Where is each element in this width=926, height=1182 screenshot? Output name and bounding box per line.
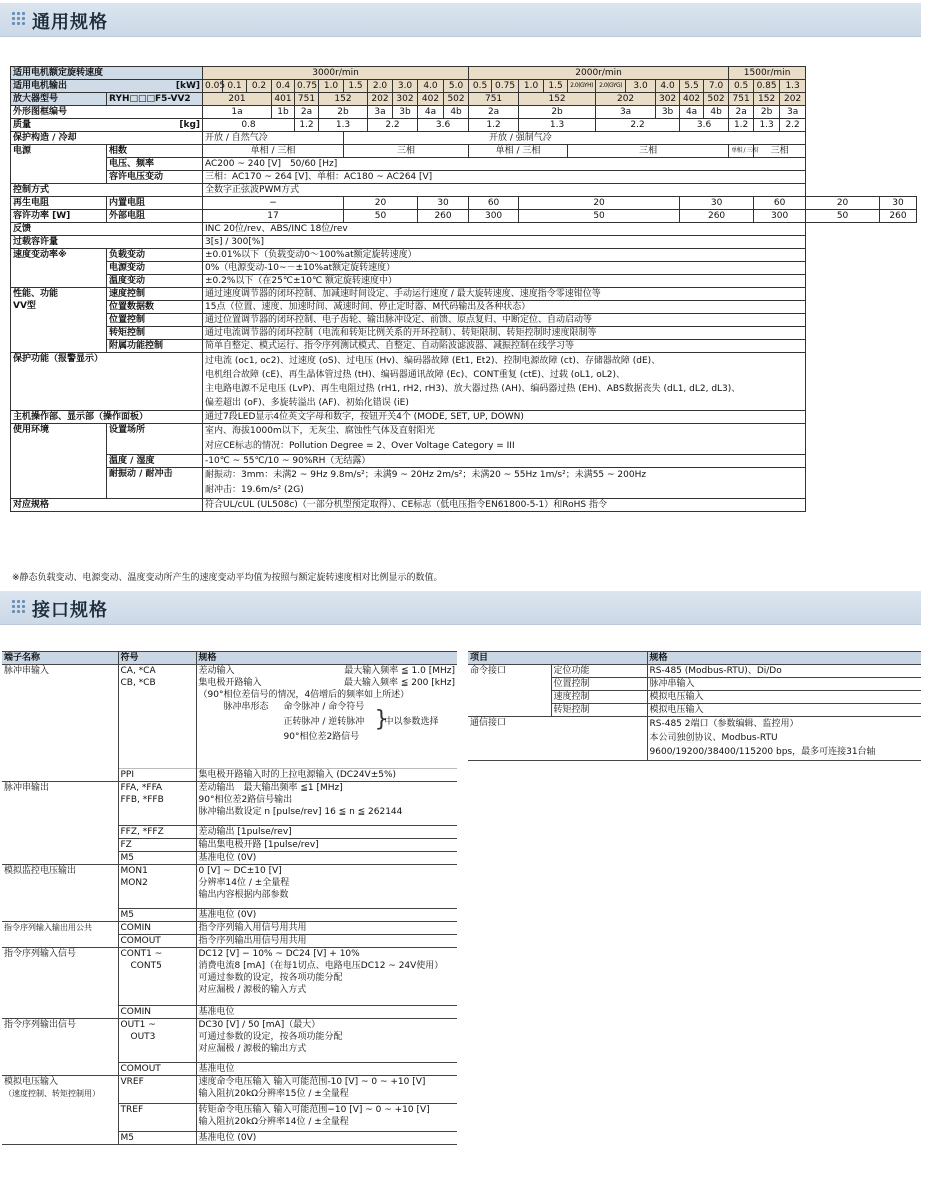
table-cell: 3.0 (626, 80, 656, 93)
table-cell: 2.0(GYH) (568, 80, 596, 93)
table-cell: 2.0 (368, 80, 393, 93)
table-cell: 7.0 (704, 80, 729, 93)
table-cell: 指令序列输入用信号用共用 (196, 922, 457, 935)
table-cell: 位置控制 (107, 314, 203, 327)
table-cell: 速度变动率※ (11, 249, 107, 288)
table-cell: 转矩控制 (551, 704, 647, 717)
table-cell: 速度控制 (107, 288, 203, 301)
analog-monitor-row (2, 865, 457, 909)
table-cell: 再生电阻 (11, 197, 107, 210)
table-cell: TREF (118, 1104, 196, 1132)
table-cell: CONT1 ~ CONT5 (118, 948, 196, 1006)
table-cell: PPI (118, 769, 196, 782)
table-cell: 基准电位 (0V) (196, 1132, 457, 1145)
table-cell: 附属功能控制 (107, 340, 203, 353)
table-cell: 指令序列输出用信号用共用 (196, 935, 457, 948)
interface-spec-table (468, 651, 921, 761)
table-cell: 1.2 (295, 119, 319, 132)
table-cell: 速度控制 (551, 691, 647, 704)
table-cell: 502 (444, 93, 469, 106)
table-cell: 项目 (468, 652, 647, 665)
table-cell: 模拟电压输入 (647, 704, 921, 717)
analog-input-row (2, 1076, 457, 1104)
table-cell: 开放 / 自然气冷 (203, 132, 344, 145)
table-cell: 保护功能（报警显示） (11, 353, 203, 411)
table-cell: 主机操作部、显示部（操作面板） (11, 411, 203, 424)
table-cell: 3.0 (393, 80, 418, 93)
table-cell: 60 (754, 197, 806, 210)
table-cell: 脉冲串输入 (2, 665, 118, 782)
table-cell: 耐振动 / 耐冲击 (107, 468, 203, 499)
table-cell: 201 (203, 93, 272, 106)
table-cell: FZ (118, 839, 196, 852)
table-cell: 命令接口 (468, 665, 551, 717)
table-cell: 1.2 (469, 119, 519, 132)
model-row (11, 93, 917, 106)
table-cell: 1.0 (319, 80, 344, 93)
table-cell: 通过电流调节器的闭环控制（电流和转矩比例关系的开环控制）、转矩限制、转矩控制时速度限制等 (203, 327, 806, 340)
table-cell: COMIN (118, 922, 196, 935)
table-cell: 质量 [kg] (11, 119, 203, 132)
table-cell: 30 (880, 197, 917, 210)
protect-row (11, 353, 917, 411)
table-cell: 室内、海拔1000m以下，无灰尘、腐蚀性气体及直射阳光 对应CE标志的情况：Pollution Degree = 2、Over Voltage Category = III (203, 424, 806, 455)
table-cell: 2.2 (596, 119, 680, 132)
table-cell: 基准电位 (0V) (196, 852, 457, 865)
table-cell: 电压、频率 (107, 158, 203, 171)
table-cell: 17 (203, 210, 344, 223)
seq-output-row (2, 1019, 457, 1063)
table-cell: 2000r/min (469, 67, 729, 80)
seq-input-row (2, 948, 457, 1006)
table-cell: 外形图框编号 (11, 106, 203, 119)
table-cell: -10℃ ~ 55℃/10 ~ 90%RH（无结露） (203, 455, 806, 468)
table-cell: 过载容许量 (11, 236, 203, 249)
terminal-spec-table (2, 651, 457, 1145)
output-row (11, 80, 917, 93)
table-cell: 2a (295, 106, 319, 119)
table-cell: 1500r/min (729, 67, 806, 80)
table-cell: RS-485 (Modbus-RTU)、Di/Do (647, 665, 921, 678)
general-spec-table (10, 66, 917, 512)
speed-row (11, 67, 917, 80)
table-cell: 定位功能 (551, 665, 647, 678)
footnote: ※静态负载变动、电源变动、温度变动所产生的速度变动平均值为按照与额定旋转速度相对比例显示的数值。 (12, 573, 443, 583)
table-cell: 3a (780, 106, 806, 119)
table-cell: 指令序列输入信号 (2, 948, 118, 1019)
seq-common-row (2, 922, 457, 935)
frame-row (11, 106, 917, 119)
table-cell: ±0.2%以下（在25℃±10℃ 额定旋转速度中） (203, 275, 806, 288)
table-cell: 集电极开路输入时的上拉电源输入 (DC24V±5%) (196, 769, 457, 782)
table-cell: VREF (118, 1076, 196, 1104)
table-cell: 温度变动 (107, 275, 203, 288)
table-cell: 指令序列输入输出用公共 (2, 922, 118, 948)
table-cell: 差动输出 [1pulse/rev] (196, 826, 457, 839)
table-cell: 差动输出 最大输出频率 ≦1 [MHz] 90°相位差2路信号输出 脉冲输出数设定 n [pulse/rev] 16 ≦ n ≦ 262144 (196, 782, 457, 826)
table-cell: 20 (806, 197, 880, 210)
table-cell: 1.5 (544, 80, 568, 93)
table-cell: ±0.01%以下（负载变动0～100%at额定旋转速度） (203, 249, 806, 262)
table-cell: 260 (418, 210, 469, 223)
dots-icon (12, 11, 28, 27)
table-cell: 1.3 (754, 119, 780, 132)
table-cell: COMIN (118, 1006, 196, 1019)
table-cell: 位置控制 (551, 678, 647, 691)
table-cell: 3a (368, 106, 393, 119)
table-cell: 温度 / 湿度 (107, 455, 203, 468)
table-cell: 30 (680, 197, 754, 210)
table-cell: DC30 [V] / 50 [mA]（最大） 可通过参数的设定，按各项功能分配 对应漏极 / 源极的输出方式 (196, 1019, 457, 1063)
table-cell: 单相 / 三相 (469, 145, 568, 158)
table-cell: 152 (519, 93, 596, 106)
table-cell: 保护构造 / 冷却 (11, 132, 203, 145)
table-cell: 通过速度调节器的闭环控制、加减速时间设定、手动运行速度 / 最大旋转速度、速度指令零速钳位等 (203, 288, 806, 301)
table-cell: 简单自整定、模式运行、指令序列测试模式、自整定、自动陷波滤波器、减振控制在线学习等 (203, 340, 806, 353)
table-cell: 15点（位置、速度、加速时间、减速时间、停止定时器、M代码输出及各种状态） (203, 301, 806, 314)
table-cell: 规格 (647, 652, 921, 665)
section-header-interface (0, 591, 921, 625)
table-cell: FFA, *FFA FFB, *FFB (118, 782, 196, 826)
table-cell: 转矩控制 (107, 327, 203, 340)
table-cell: 转矩命令电压输入 输入可能范围−10 [V] ~ 0 ~ +10 [V] 输入阻抗20kΩ分辨率14位 / ±全量程 (196, 1104, 457, 1132)
table-cell: OUT1 ~ OUT3 (118, 1019, 196, 1063)
table-cell: 5.0 (444, 80, 469, 93)
table-cell: 4.0 (418, 80, 444, 93)
table-cell: 0.75 (492, 80, 519, 93)
table-cell: 过电流 (oc1, oc2)、过速度 (oS)、过电压 (Hv)、编码器故障 (Et1, Et2)、控制电源故障 (ct)、存储器故障 (dE)、 电机组合故障 (cE)、再生晶体管过热 (tH)、编码器通讯故障 (Ec)、CONT重复 (ctE)、过载 (oL1, oL2)、 主电路电源不足电压 (LvP)、再生电阻过热 (rH1, rH2, rH3)、放大器过热 (AH)、编码器过热 (EH)、ABS数据丧失 (dL1, dL2, dL3)、 偏差超出 (oF)、多旋转溢出 (AF)、初始化错误 (iE) (203, 353, 806, 411)
table-cell: 0.85 (754, 80, 780, 93)
table-cell: 内置电阻 (107, 197, 203, 210)
table-cell: 相数 (107, 145, 203, 158)
table-cell: 302 (656, 93, 680, 106)
table-cell: 1b (272, 106, 295, 119)
table-cell: 4a (418, 106, 444, 119)
table-cell: 电源变动 (107, 262, 203, 275)
table-cell: 0.5 (469, 80, 492, 93)
table-cell: 1.5 (344, 80, 368, 93)
table-cell: 输出集电极开路 [1pulse/rev] (196, 839, 457, 852)
table-cell: 202 (368, 93, 393, 106)
table-cell: FFZ, *FFZ (118, 826, 196, 839)
table-cell: 模拟电压输入 （速度控制、转矩控制用） (2, 1076, 118, 1145)
table-cell: 2a (729, 106, 754, 119)
table-cell: 751 (729, 93, 754, 106)
table-cell: 3a (596, 106, 656, 119)
table-cell: 3b (656, 106, 680, 119)
table-cell: INC 20位/rev、ABS/INC 18位/rev (203, 223, 806, 236)
table-cell: 开放 / 强制气冷 (344, 132, 806, 145)
table-cell: 适用电机输出 [kW] (11, 80, 203, 93)
table-cell: 性能、功能 VV型 (11, 288, 107, 353)
table-cell: 单相 / 三相 (729, 145, 754, 158)
table-cell: 2b (754, 106, 780, 119)
power-phase-row (11, 145, 917, 158)
table-cell: 4.0 (656, 80, 680, 93)
table-cell: 751 (295, 93, 319, 106)
table-cell: M5 (118, 852, 196, 865)
table-cell: 3b (393, 106, 418, 119)
table-cell: 2.0(GYG) (596, 80, 626, 93)
table-cell: 0.2 (247, 80, 272, 93)
table-cell: RS-485 2端口（参数编辑、监控用） 本公司独创协议、Modbus-RTU 9600/19200/38400/115200 bps，最多可连接31台轴 (647, 717, 921, 761)
table-cell: 规格 (196, 652, 457, 665)
table-cell: 3.6 (680, 119, 729, 132)
table-cell: 通过位置调节器的闭环控制、电子齿轮、输出脉冲设定、前馈、原点复归、中断定位、自动启动等 (203, 314, 806, 327)
table-cell: 单相 / 三相 (203, 145, 344, 158)
table-cell: 2b (519, 106, 596, 119)
table-cell: CA, *CA CB, *CB (118, 665, 196, 769)
table-cell: 差动输入 最大输入频率 ≦ 1.0 [MHz] 集电极开路输入 最大输入频率 ≦ 200 [kHz] （90°相位差信号的情况，4倍增后的频率如上所述） 脉冲串形态 命令脉冲 / 命令符号 正转脉冲 / 逆转脉冲 90°相位差2路信号 } 中以参数选择 (196, 665, 457, 769)
table-cell: 指令序列输出信号 (2, 1019, 118, 1076)
pulse-output-row (2, 782, 457, 826)
table-cell: 5.5 (680, 80, 704, 93)
table-cell: 3[s] / 300[%] (203, 236, 806, 249)
table-cell: 放大器型号 (11, 93, 107, 106)
control-row (11, 184, 917, 197)
table-cell: 1a (203, 106, 272, 119)
table-cell: 0.05 (203, 80, 223, 93)
table-cell: 2.2 (780, 119, 806, 132)
table-cell: 3.6 (418, 119, 469, 132)
table-cell: 0%（电源变动-10~－±10%at额定旋转速度） (203, 262, 806, 275)
table-cell: 202 (596, 93, 656, 106)
table-cell: 位置数据数 (107, 301, 203, 314)
table-cell: COMOUT (118, 935, 196, 948)
table-cell: 全数字正弦波PWM方式 (203, 184, 806, 197)
table-cell: 202 (780, 93, 806, 106)
table-cell: 容许功率 [W] (11, 210, 107, 223)
table-cell: 1.3 (780, 80, 806, 93)
section-header-general (0, 3, 921, 37)
cooling-row (11, 132, 917, 145)
table-cell: 反馈 (11, 223, 203, 236)
table-cell: 402 (418, 93, 444, 106)
table-cell: 脉冲串输入 (647, 678, 921, 691)
table-cell: 2a (469, 106, 519, 119)
table-cell: 1.0 (519, 80, 544, 93)
table-cell: 控制方式 (11, 184, 203, 197)
table-cell: 4b (444, 106, 469, 119)
table-cell: 设置场所 (107, 424, 203, 455)
table-cell: 1.2 (729, 119, 754, 132)
table-cell: 502 (704, 93, 729, 106)
table-cell: 3000r/min (203, 67, 469, 80)
table-cell: 适用电机额定旋转速度 (11, 67, 203, 80)
table-cell: 容许电压变动 (107, 171, 203, 184)
table-cell: M5 (118, 909, 196, 922)
table-cell: AC200 ~ 240 [V] 50/60 [Hz] (203, 158, 806, 171)
table-cell: 三相：AC170 ~ 264 [V]、单相：AC180 ~ AC264 [V] (203, 171, 806, 184)
table-cell: RYH□□□F5-VV2 (107, 93, 203, 106)
table-cell: 302 (393, 93, 418, 106)
table-cell: 751 (469, 93, 519, 106)
table-cell: 耐振动：3mm：未满2 ~ 9Hz 9.8m/s²；未满9 ~ 20Hz 2m/s²；未满20 ~ 55Hz 1m/s²；未满55 ~ 200Hz 耐冲击：19.6m/s² (2G) (203, 468, 806, 499)
table-cell: − (203, 197, 344, 210)
table-cell: 20 (519, 197, 680, 210)
table-cell: 401 (272, 93, 295, 106)
table-cell: 三相 (568, 145, 729, 158)
regen-row (11, 197, 917, 210)
table-cell: M5 (118, 1132, 196, 1145)
table-cell: 2b (319, 106, 368, 119)
table-cell: 对应规格 (11, 499, 203, 512)
table-cell: 三相 (344, 145, 469, 158)
table-cell: 30 (418, 197, 469, 210)
table-cell: 0 [V] ~ DC±10 [V] 分辨率14位 / ±全量程 输出内容根据内部参数 (196, 865, 457, 909)
dots-icon (12, 599, 28, 615)
table-cell: 端子名称 (2, 652, 118, 665)
table-cell: 0.8 (203, 119, 295, 132)
table-cell: 2.2 (368, 119, 418, 132)
table-cell: 1.3 (319, 119, 368, 132)
table-cell: 152 (319, 93, 368, 106)
section-title: 通用规格 (32, 12, 108, 33)
mass-row (11, 119, 917, 132)
table-cell: MON1 MON2 (118, 865, 196, 909)
table-cell: 基准电位 (0V) (196, 909, 457, 922)
table-cell: 脉冲串输出 (2, 782, 118, 865)
comm-interface-row (468, 717, 921, 761)
table-cell: 260 (680, 210, 754, 223)
table-cell: 300 (754, 210, 806, 223)
table-cell: 0.4 (272, 80, 295, 93)
table-cell: 外部电阻 (107, 210, 203, 223)
table-cell: 4a (680, 106, 704, 119)
table-cell: 402 (680, 93, 704, 106)
table-cell: 符号 (118, 652, 196, 665)
table-cell: 152 (754, 93, 780, 106)
table-cell: 260 (880, 210, 917, 223)
cmd-interface-row (468, 665, 921, 678)
table-cell: 60 (469, 197, 519, 210)
table-cell: 0.5 (729, 80, 754, 93)
table-cell: 50 (344, 210, 418, 223)
table-cell: 电源 (11, 145, 107, 184)
table-cell: 通过7段LED显示4位英文字母和数字，按钮开关4个 (MODE, SET, UP, DOWN) (203, 411, 806, 424)
pulse-input-row (2, 665, 457, 769)
table-cell: 50 (519, 210, 680, 223)
table-cell: DC12 [V] − 10% ~ DC24 [V] + 10% 消费电流8 [mA]（在每1切点、电路电压DC12 ~ 24V使用） 可通过参数的设定，按各项功能分配 对应漏极 / 源极的输入方式 (196, 948, 457, 1006)
table-cell: 0.75 (295, 80, 319, 93)
table-cell: 4b (704, 106, 729, 119)
table-cell: 速度命令电压输入 输入可能范围-10 [V] ~ 0 ~ +10 [V] 输入阻抗20kΩ分辨率15位 / ±全量程 (196, 1076, 457, 1104)
table-cell: 基准电位 (196, 1006, 457, 1019)
table-cell: COMOUT (118, 1063, 196, 1076)
table-cell: 1.3 (519, 119, 596, 132)
section-title: 接口规格 (32, 600, 108, 621)
table-cell: 符合UL/cUL (UL508c)（一部分机型预定取得）、CE标志（低电压指令EN61800-5-1）和RoHS 指令 (203, 499, 806, 512)
table-cell: 基准电位 (196, 1063, 457, 1076)
table-cell: 50 (806, 210, 880, 223)
table-cell: 使用环境 (11, 424, 107, 499)
table-cell: 20 (344, 197, 418, 210)
table-cell: 模拟电压输入 (647, 691, 921, 704)
table-cell: 通信接口 (468, 717, 647, 761)
table-cell: 0.1 (223, 80, 247, 93)
table-cell: 模拟监控电压输出 (2, 865, 118, 922)
table-cell: 负载变动 (107, 249, 203, 262)
table-cell: 300 (469, 210, 519, 223)
table-cell: 三相 (754, 145, 806, 158)
